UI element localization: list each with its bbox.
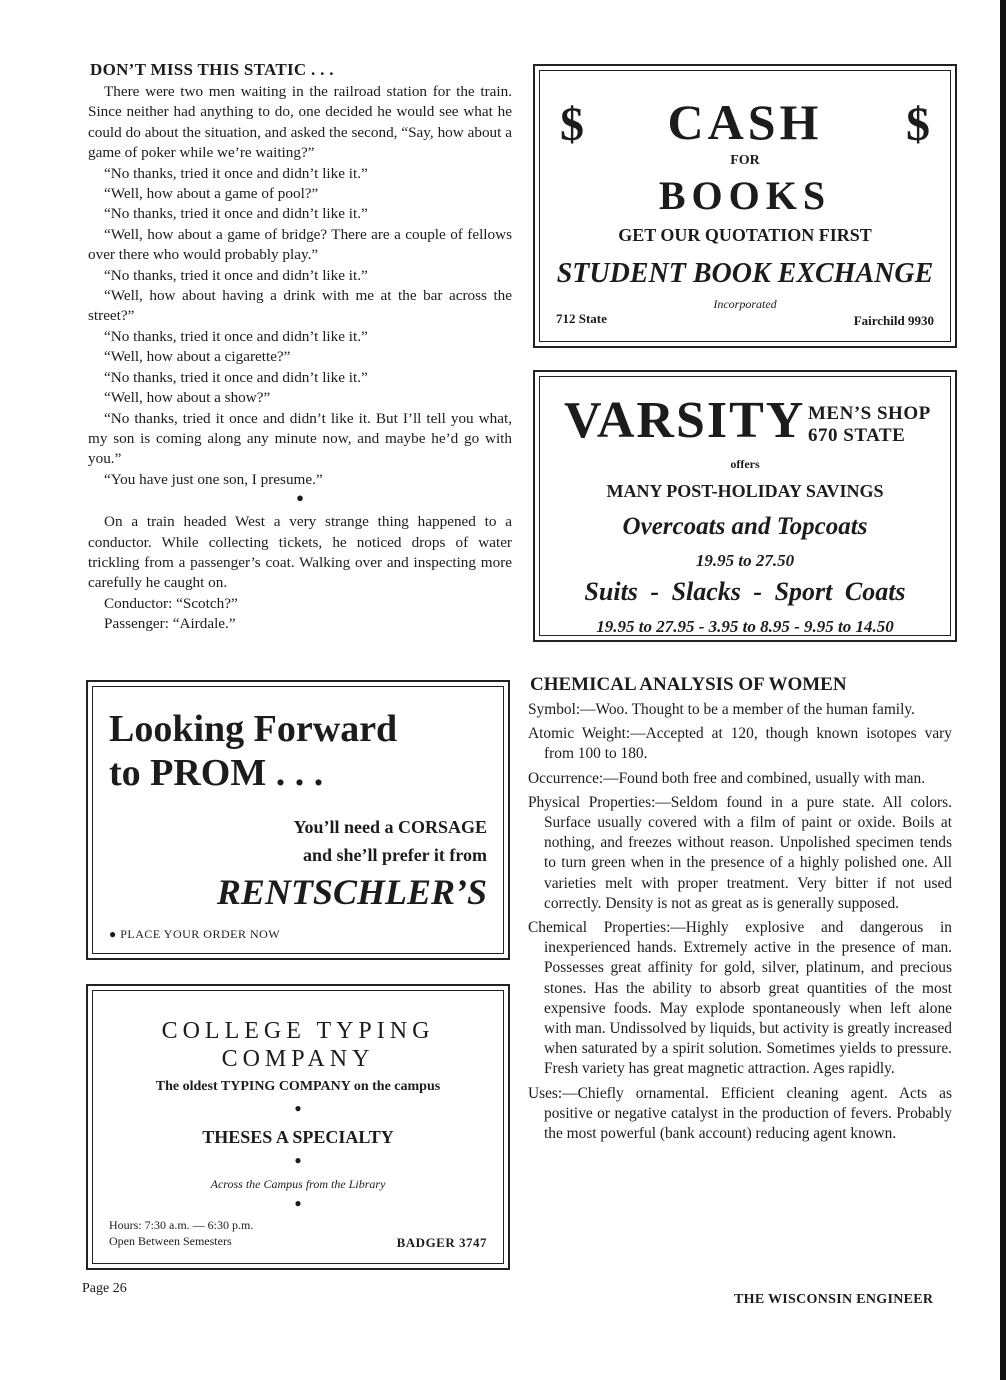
page-number: Page 26 — [82, 1281, 127, 1296]
joke-title: DON’T MISS THIS STATIC . . . — [90, 60, 334, 79]
chem-entry: Physical Properties:—Seldom found in a pure state. All colors. Surface usually covered with a film of paint or oxide. Boils at nothing, and freezes without reason. Unpolished specimen tends to turn green when in the presence of a highly polished one. All varieties melt with proper treatment. Very bitter if not used correctly. Density is not as great as is generally supposed. — [528, 793, 952, 912]
bullet-dot: ● — [294, 1153, 302, 1167]
varsity-name: VARSITY — [564, 392, 806, 449]
chem-entry: Occurrence:—Found both free and combined, usually with man. — [528, 769, 926, 787]
typing-phone: BADGER 3747 — [396, 1235, 487, 1250]
college-typing-ad — [86, 984, 510, 1270]
order-note: ● PLACE YOUR ORDER NOW — [109, 927, 281, 941]
typing-name-line2: COMPANY — [221, 1046, 375, 1072]
florist-name: RENTSCHLER’S — [216, 872, 487, 912]
incorporated-label: Incorporated — [713, 297, 777, 311]
coats-price: 19.95 to 27.50 — [695, 551, 795, 570]
suits-line: Suits - Slacks - Sport Coats — [584, 577, 906, 606]
dollar-sign-right: $ — [906, 98, 930, 151]
chem-title: CHEMICAL ANALYSIS OF WOMEN — [530, 674, 847, 695]
joke-intro: There were two men waiting in the railroad station for the train. Since neither had anything to do, one decided he would see what he could do about the situation, and asked the second, “Say, how about a game of poker while we’re waiting?” — [88, 83, 512, 162]
joke-line: “Well, how about a cigarette?” — [104, 348, 291, 366]
separator-bullet: ● — [296, 490, 304, 506]
joke-line: “Well, how about a game of pool?” — [104, 185, 319, 203]
theses-specialty: THESES A SPECIALTY — [202, 1127, 394, 1147]
prom-line1: Looking Forward — [109, 708, 398, 750]
store-name: STUDENT BOOK EXCHANGE — [556, 258, 934, 289]
bullet-dot: ● — [294, 1196, 302, 1210]
joke-line: “No thanks, tried it once and didn’t like it. But I’ll tell you what, my son is coming along any minute now, and maybe he’d go with you.” — [88, 409, 512, 468]
joke-article — [88, 60, 512, 635]
shop-address: 670 STATE — [808, 425, 906, 446]
cash-for: FOR — [730, 153, 760, 168]
corsage-text — [293, 813, 487, 869]
chemical-analysis-article — [528, 674, 952, 1148]
bullet-dot: ● — [294, 1101, 302, 1115]
page-edge-rule — [1000, 0, 1006, 1380]
oldest-tagline: The oldest TYPING COMPANY on the campus — [155, 1079, 441, 1094]
joke-line: “No thanks, tried it once and didn’t like it.” — [104, 164, 368, 182]
savings-headline: MANY POST-HOLIDAY SAVINGS — [606, 481, 884, 501]
joke-line: “No thanks, tried it once and didn’t like it.” — [104, 368, 368, 386]
joke-passenger: Passenger: “Airdale.” — [104, 615, 236, 633]
joke-line: “You have just one son, I presume.” — [104, 470, 323, 488]
cash-title: CASH — [667, 94, 823, 150]
varsity-shop — [808, 403, 931, 447]
joke-line: “No thanks, tried it once and didn’t like it.” — [104, 327, 368, 345]
joke-line: “No thanks, tried it once and didn’t like it.” — [104, 266, 368, 284]
location-note: Across the Campus from the Library — [210, 1177, 386, 1191]
chem-entry: Chemical Properties:—Highly explosive and dangerous in inexperienced hands. Extremely active in the presence of man. Possesses great affinity for gold, silver, platinum, and precious stones. Has the ability to absorb great quantities of the most expensive foods. May explode spontaneously when left alone with man. Undissolved by liquids, but activity is greatly increased when saturated by a spirit solution. Sometimes yields to pressure. Fresh variety has great magnetic attraction. Ages rapidly. — [528, 919, 952, 1078]
varsity-ad — [533, 370, 957, 642]
store-address: 712 State — [556, 311, 607, 326]
joke-second: On a train headed West a very strange thing happened to a conductor. While collecting tickets, he noticed drops of water trickling from a passenger’s coat. Walking over and inspecting more carefully he caught on. — [88, 513, 512, 592]
corsage-line1: You’ll need a CORSAGE — [293, 817, 487, 837]
joke-line: “No thanks, tried it once and didn’t like it.” — [104, 205, 368, 223]
cash-quote: GET OUR QUOTATION FIRST — [618, 225, 872, 245]
suits-price: 19.95 to 27.95 - 3.95 to 8.95 - 9.95 to 14.50 — [596, 617, 894, 636]
hours-line: Hours: 7:30 a.m. — 6:30 p.m. — [109, 1218, 254, 1232]
open-line: Open Between Semesters — [109, 1234, 232, 1248]
corsage-line2: and she’ll prefer it from — [303, 845, 487, 865]
chem-entry: Atomic Weight:—Accepted at 120, though known isotopes vary from 100 to 180. — [528, 725, 952, 763]
store-phone: Fairchild 9930 — [853, 313, 934, 328]
typing-company-name — [93, 1017, 503, 1073]
cash-books: BOOKS — [658, 173, 832, 218]
dollar-sign-left: $ — [560, 98, 584, 151]
joke-line: “Well, how about a show?” — [104, 389, 271, 407]
prom-corsage-ad — [86, 680, 510, 960]
hours-block — [109, 1217, 253, 1249]
cash-for-books-ad — [533, 64, 957, 348]
joke-line: “Well, how about having a drink with me at the bar across the street?” — [88, 287, 512, 325]
joke-conductor: Conductor: “Scotch?” — [104, 594, 238, 612]
coats-line: Overcoats and Topcoats — [622, 513, 868, 540]
chem-entry: Uses:—Chiefly ornamental. Efficient cleaning agent. Acts as positive or negative catalyst in the production of fevers. Probably the most powerful (bank account) reducing agent known. — [528, 1084, 952, 1143]
joke-line: “Well, how about a game of bridge? There are a couple of fellows over there who would probably play.” — [88, 225, 512, 264]
prom-headline — [109, 707, 397, 795]
shop-line: MEN’S SHOP — [808, 403, 931, 424]
offers-label: offers — [730, 457, 760, 471]
magazine-name: THE WISCONSIN ENGINEER — [734, 1292, 934, 1307]
chem-entry: Symbol:—Woo. Thought to be a member of the human family. — [528, 701, 915, 718]
typing-name-line1: COLLEGE TYPING — [161, 1018, 435, 1044]
prom-line2: to PROM . . . — [109, 752, 324, 794]
